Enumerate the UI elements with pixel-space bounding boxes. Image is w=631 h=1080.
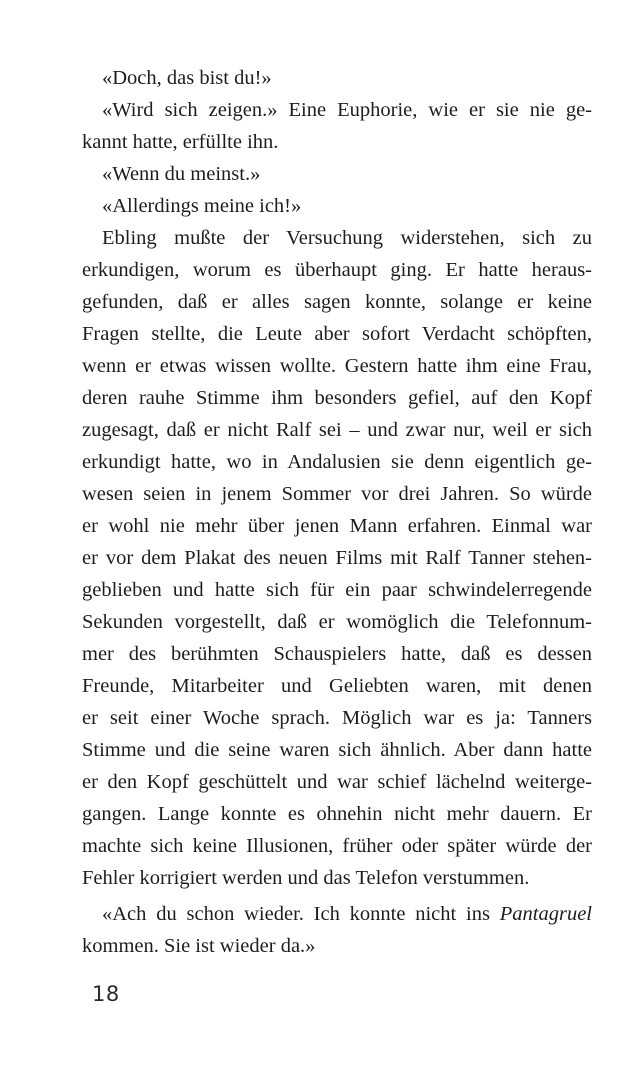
text-line: mer des berühmten Schauspielers hatte, daß es dessen: [82, 643, 592, 665]
text-line: erkundigen, worum es überhaupt ging. Er hatte heraus-: [82, 259, 592, 281]
text-line: wesen seien in jenem Sommer vor drei Jahren. So würde: [82, 483, 592, 505]
text-line: gefunden, daß er alles sagen konnte, solange er keine: [82, 291, 592, 313]
text-line: er wohl nie mehr über jenen Mann erfahren. Einmal war: [82, 515, 592, 537]
text-line: er seit einer Woche sprach. Möglich war es ja: Tanners: [82, 707, 592, 729]
text-line: Fragen stellte, die Leute aber sofort Verdacht schöpften,: [82, 323, 592, 345]
text-line: wenn er etwas wissen wollte. Gestern hatte ihm eine Frau,: [82, 355, 592, 377]
text-line: deren rauhe Stimme ihm besonders gefiel, auf den Kopf: [82, 387, 592, 409]
page-number: 18: [92, 982, 120, 1006]
text-line: «Doch, das bist du!»: [102, 67, 272, 89]
text-line: er vor dem Plakat des neuen Films mit Ralf Tanner stehen-: [82, 547, 592, 569]
text-line: machte sich keine Illusionen, früher oder später würde der: [82, 835, 592, 857]
text-line: Sekunden vorgestellt, daß er womöglich die Telefonnum-: [82, 611, 592, 633]
text-line: geblieben und hatte sich für ein paar schwindelerregende: [82, 579, 592, 601]
dialogue-text: «Ach du schon wieder. Ich konnte nicht ins: [102, 903, 500, 925]
text-line: gangen. Lange konnte es ohnehin nicht mehr dauern. Er: [82, 803, 592, 825]
text-line: zugesagt, daß er nicht Ralf sei – und zwar nur, weil er sich: [82, 419, 592, 441]
text-line: erkundigt hatte, wo in Andalusien sie denn eigentlich ge-: [82, 451, 592, 473]
text-line: «Wenn du meinst.»: [102, 163, 261, 185]
text-line: kommen. Sie ist wieder da.»: [82, 935, 316, 957]
text-line: «Wird sich zeigen.» Eine Euphorie, wie er sie nie ge-: [102, 99, 592, 121]
body-text: [82, 62, 592, 962]
text-line: Freunde, Mitarbeiter und Geliebten waren, mit denen: [82, 675, 592, 697]
text-line: Fehler korrigiert werden und das Telefon verstummen.: [82, 867, 530, 889]
text-line: [82, 898, 592, 930]
text-line: Stimme und die seine waren sich ähnlich. Aber dann hatte: [82, 739, 592, 761]
text-line: «Allerdings meine ich!»: [102, 195, 302, 217]
text-line: kannt hatte, erfüllte ihn.: [82, 131, 279, 153]
italic-title: Pantagruel: [499, 903, 592, 925]
text-line: er den Kopf geschüttelt und war schief lächelnd weiterge-: [82, 771, 592, 793]
text-line: Ebling mußte der Versuchung widerstehen, sich zu: [102, 227, 592, 249]
